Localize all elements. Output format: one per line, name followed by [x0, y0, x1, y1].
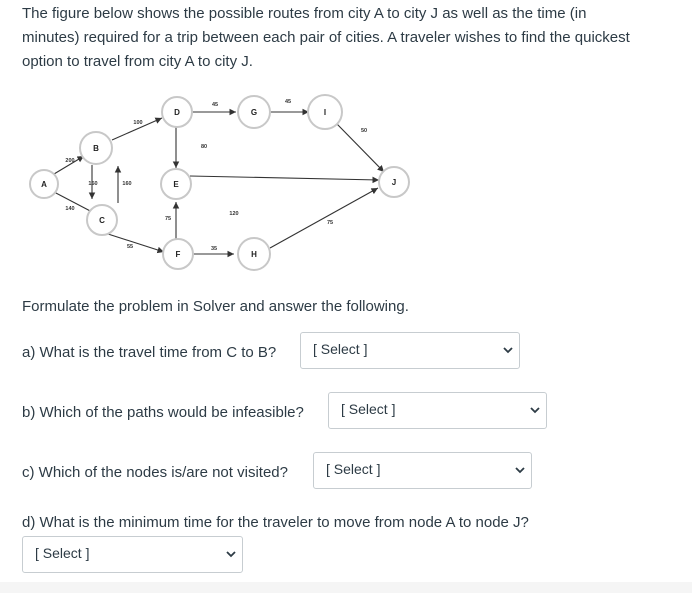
weight-c-f: 55 [126, 244, 134, 250]
weight-a-c: 140 [65, 206, 75, 212]
edge-e-j [190, 176, 379, 180]
route-network-diagram [22, 88, 422, 278]
question-a-dropdown[interactable] [300, 332, 520, 369]
intro-line-1: The figure below shows the possible routes from city A to city J as well as the time (in [22, 5, 587, 22]
question-d-dropdown[interactable] [22, 536, 243, 573]
weight-b-c: 150 [88, 181, 98, 187]
question-intro [22, 2, 682, 74]
question-c-text: c) Which of the nodes is/are not visited? [22, 464, 288, 481]
weight-h-j: 75 [326, 220, 334, 226]
formulate-instruction: Formulate the problem in Solver and answer the following. [22, 298, 409, 315]
chevron-down-icon [226, 549, 236, 559]
weight-d-e: 80 [200, 144, 208, 150]
node-h-label: H [251, 250, 257, 259]
weight-d-g: 45 [211, 102, 219, 108]
question-b-text: b) Which of the paths would be infeasible? [22, 404, 304, 421]
page-bottom-divider [0, 582, 692, 593]
node-f-label: F [175, 250, 181, 259]
question-c-dropdown[interactable] [313, 452, 532, 489]
node-d-label: D [174, 108, 180, 117]
intro-line-2: minutes) required for a trip between each pair of cities. A traveler wishes to find the quickest [22, 29, 630, 46]
chevron-down-icon [503, 345, 513, 355]
node-a-label: A [41, 180, 47, 189]
edge-h-j [270, 188, 378, 248]
node-c-label: C [99, 216, 105, 225]
weight-b-d: 100 [133, 120, 143, 126]
weight-f-e: 75 [164, 216, 172, 222]
weight-i-j: 50 [360, 128, 368, 134]
question-a-dropdown-value: [ Select ] [313, 341, 368, 357]
node-j-label: J [391, 178, 397, 187]
chevron-down-icon [515, 465, 525, 475]
node-i-label: I [323, 108, 327, 117]
weight-g-i: 45 [284, 99, 292, 105]
node-g-label: G [250, 108, 258, 117]
weight-f-h: 35 [210, 246, 218, 252]
question-b-dropdown-value: [ Select ] [341, 401, 396, 417]
node-b-label: B [93, 144, 99, 153]
weight-e-j: 120 [229, 211, 239, 217]
question-d-dropdown-value: [ Select ] [35, 545, 90, 561]
question-c-dropdown-value: [ Select ] [326, 461, 381, 477]
edge-c-f [108, 234, 164, 252]
weight-a-b: 200 [65, 158, 75, 164]
intro-line-3: option to travel from city A to city J. [22, 53, 253, 70]
question-b-dropdown[interactable] [328, 392, 547, 429]
weight-c-b: 160 [122, 181, 132, 187]
chevron-down-icon [530, 405, 540, 415]
question-d-text: d) What is the minimum time for the traveler to move from node A to node J? [22, 514, 529, 531]
question-a-text: a) What is the travel time from C to B? [22, 344, 277, 361]
node-e-label: E [173, 180, 179, 189]
